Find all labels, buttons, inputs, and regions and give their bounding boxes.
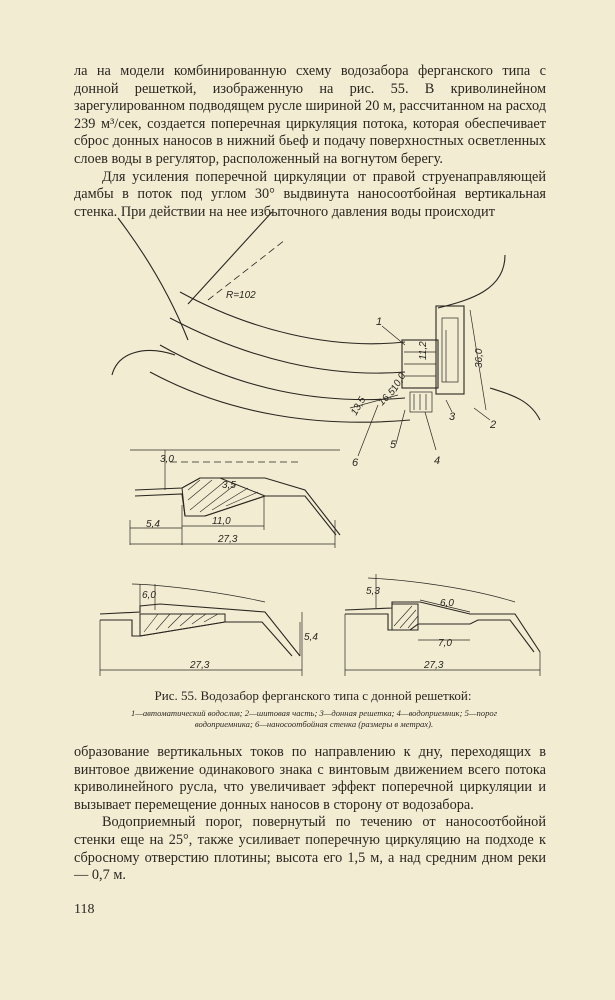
radius-label: R=102 (226, 290, 256, 301)
right-bank-curve (438, 255, 505, 308)
bottom-grate (410, 392, 432, 412)
sec-b-dim-1: 6,0 (142, 590, 156, 601)
sec-c-dim-4: 27,3 (424, 660, 444, 671)
channel-wall-1 (180, 292, 405, 344)
paragraph: Для усиления поперечной циркуляции от правой струенаправляющей дамбы в поток под углом 30° выдвинута наносоотбойная вертикальная стенка. При действии на нее избыточного давления воды происходит (74, 168, 546, 220)
label-3: 3 (449, 411, 456, 423)
plan-view (112, 212, 540, 469)
label-1: 1 (376, 316, 383, 328)
sec-a-dim-1: 3,0 (160, 454, 174, 465)
sec-a-dim-2: 3,5 (222, 480, 236, 491)
bottom-text (74, 744, 546, 885)
sec-b-dim-2: 5,4 (304, 632, 318, 643)
dim-10-0: 10,0 (389, 371, 409, 394)
sec-a-dim-5: 27,3 (218, 534, 238, 545)
dim-36-0: 36,0 (474, 348, 485, 368)
intake-inner (442, 318, 458, 382)
sec-c-dim-3: 7,0 (438, 638, 452, 649)
channel-wall-3 (160, 345, 405, 400)
sec-c-dim-1: 5,3 (366, 586, 380, 597)
dim-16-5: 16,5 (376, 386, 398, 409)
section-c (345, 574, 540, 676)
label-2: 2 (490, 419, 497, 431)
paragraph: Водоприемный порог, повернутый по течению от наносоотбойной стенки еще на 25°, также усиливает поперечную циркуляцию на подходе к сбросному отверстию плотины; высота его 1,5 м, а над средним дном реки — 0,7 м. (74, 814, 546, 884)
sec-b-dim-3: 27,3 (190, 660, 210, 671)
right-bank-lower (490, 388, 540, 420)
label-6: 6 (352, 457, 359, 469)
figure-legend: 1—автоматический водослив; 2—шитовая часть; 3—донная решетка; 4—водоприемник; 5—порог водоприемника; 6—наносоотбойная стенка (размеры в метрах). (130, 708, 498, 729)
left-dam-curve (112, 351, 175, 375)
sec-a-dim-3: 5,4 (146, 519, 160, 530)
section-a (130, 450, 340, 548)
dim-13-5: 13,5 (349, 395, 369, 418)
sec-a-dim-4: 11,0 (212, 516, 231, 527)
paragraph: образование вертикальных токов по направлению к дну, переходящих в винтовое движение одинакового знака с винтовым движением всего потока криволинейного русла, что увеличивает эффект поперечной циркуляции и вызывает перемещение донных наносов в сторону от водозабора. (74, 744, 546, 813)
figure-caption: Рис. 55. Водозабор ферганского типа с донной решеткой: (154, 688, 472, 703)
page-number: 118 (74, 902, 95, 917)
sec-c-dim-2: 6,0 (440, 598, 454, 609)
dim-11-2: 11,2 (418, 341, 429, 360)
section-b (100, 584, 318, 676)
intake-block (436, 306, 464, 394)
label-4: 4 (434, 455, 441, 467)
channel-wall-4 (150, 372, 410, 422)
label-5: 5 (390, 439, 397, 451)
paragraph: ла на модели комбинированную схему водозабора ферганского типа с донной решеткой, изображенную на рис. 55. В криволинейном зарегулированном подводящем русле шириной 20 м, рассчитанном на расход 239 м³/сек, создается поперечная циркуляция потока, которая обеспечивает сброс донных наносов в нижний бьеф и подачу поверхностных осветленных слоев воды в регулятор, расположенный на вогнутом берегу. (74, 63, 546, 167)
channel-wall-2 (170, 318, 405, 373)
